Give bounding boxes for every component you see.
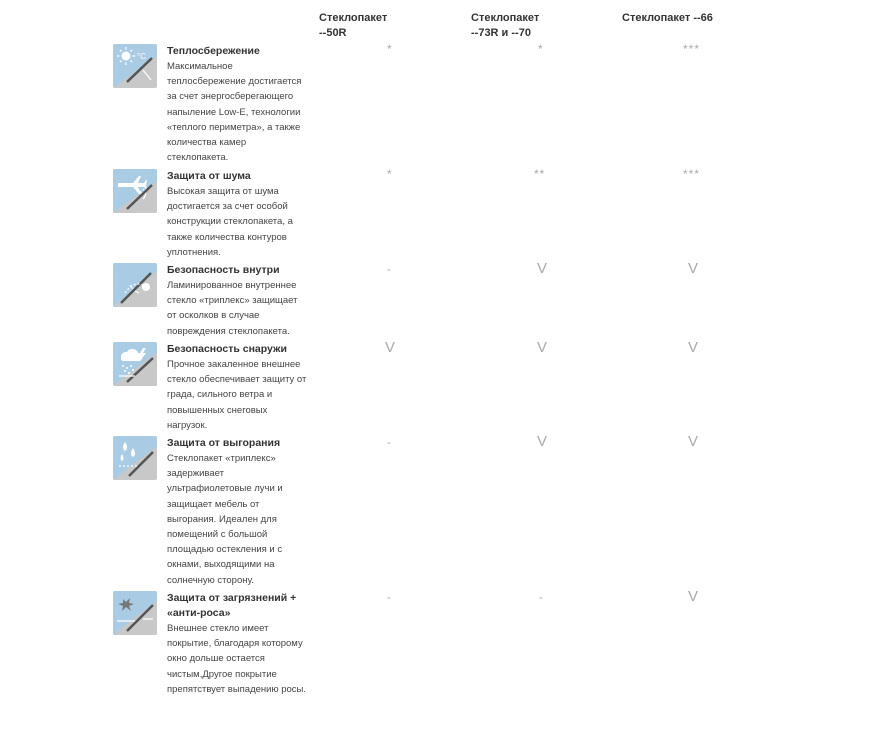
feature-description: Высокая защита от шума достигается за счет особой конструкции стеклопакета, а также количества контуров уплотнения. — [167, 186, 293, 258]
value-50r: V — [385, 339, 396, 356]
column-header-line: Стеклопакет — [471, 12, 540, 24]
value-66: *** — [683, 42, 701, 56]
storm-cloud-icon — [113, 342, 157, 386]
column-header-73r — [471, 11, 591, 41]
value-73r: V — [537, 339, 548, 356]
feature-description: Стеклопакет «триплекс» задерживает ультрафиолетовые лучи и защищает мебель от выгорания. Идеален для помещений с большой площадью остекления и с окнами, выходящими на солнечную сторону. — [167, 453, 283, 586]
feature-title: Безопасность внутри — [167, 264, 280, 276]
value-66: V — [688, 433, 699, 450]
value-66: *** — [683, 167, 701, 181]
sun-temperature-icon — [113, 44, 157, 88]
feature-description: Ламинированное внутреннее стекло «триплекс» защищает от осколков в случае повреждения стеклопакета. — [167, 280, 298, 337]
value-66: V — [688, 588, 699, 605]
column-header-line: --73R и --70 — [471, 27, 531, 39]
column-header-line: Стеклопакет --66 — [622, 12, 713, 24]
value-66: V — [688, 339, 699, 356]
ball-impact-icon — [113, 263, 157, 307]
value-73r: V — [537, 433, 548, 450]
value-66: V — [688, 260, 699, 277]
value-50r: - — [387, 590, 392, 604]
column-header-66 — [622, 11, 742, 26]
value-50r: - — [387, 262, 392, 276]
value-73r: V — [537, 260, 548, 277]
value-73r: - — [539, 590, 544, 604]
column-header-line: --50R — [319, 27, 347, 39]
dirt-dew-icon — [113, 591, 157, 635]
feature-description: Внешнее стекло имеет покрытие, благодаря которому окно дольше остается чистым,Другое покрытие препятствует выпадению росы. — [167, 623, 307, 695]
value-50r: * — [387, 42, 393, 56]
svg-text:°C: °C — [137, 52, 146, 61]
feature-title: Защита от загрязнений + «анти-роса» — [167, 592, 297, 619]
feature-title: Теплосбережение — [167, 45, 260, 57]
column-header-50r — [319, 11, 439, 41]
feature-title: Безопасность снаружи — [167, 343, 287, 355]
airplane-noise-icon — [113, 169, 157, 213]
uv-drops-icon — [113, 436, 157, 480]
feature-title: Защита от шума — [167, 170, 251, 182]
column-header-line: Стеклопакет — [319, 12, 388, 24]
feature-description: Прочное закаленное внешнее стекло обеспечивает защиту от града, сильного ветра и повышенных снеговых нагрузок. — [167, 359, 307, 431]
value-50r: - — [387, 435, 392, 449]
value-50r: * — [387, 167, 393, 181]
value-73r: ** — [534, 167, 546, 181]
feature-description: Максимальное теплосбережение достигается за счет энергосберегающего напыление Low-E, технологии «теплого периметра», а также количества камер стеклопакета. — [167, 61, 302, 164]
feature-title: Защита от выгорания — [167, 437, 281, 449]
value-73r: * — [538, 42, 544, 56]
